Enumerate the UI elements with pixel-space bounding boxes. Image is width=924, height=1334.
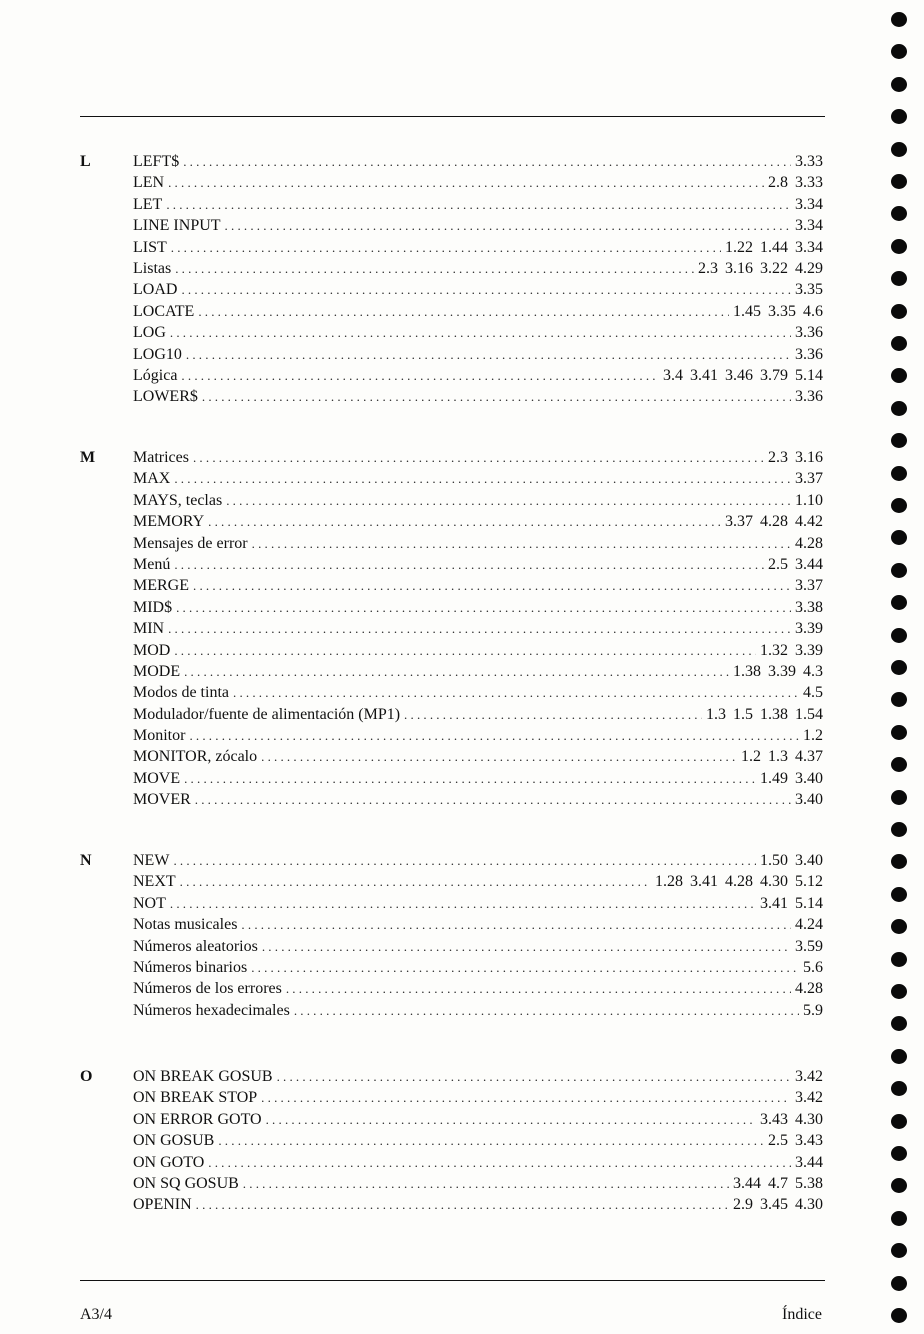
dot-leader: [180, 871, 651, 892]
index-entry: [133, 682, 823, 703]
entry-term: MOD: [133, 641, 171, 659]
index-entry: [133, 237, 823, 258]
binder-hole: [891, 466, 907, 481]
entry-term: ON BREAK GOSUB: [133, 1068, 273, 1085]
binder-hole: [891, 854, 907, 869]
dot-leader: [173, 850, 756, 871]
entry-page-refs: 2.5 3.43: [768, 1132, 823, 1150]
dot-leader: [181, 279, 791, 300]
dot-leader: [286, 978, 791, 999]
binder-hole: [891, 1146, 907, 1161]
entry-term: LOAD: [133, 281, 178, 299]
index-entry: [133, 640, 823, 661]
binder-hole: [891, 1308, 907, 1323]
entry-term: Números binarios: [133, 958, 248, 976]
entry-term: LEN: [133, 174, 165, 192]
entry-page-refs: 4.5: [803, 684, 823, 702]
dot-leader: [198, 301, 729, 322]
entry-list: [133, 850, 823, 1021]
dot-leader: [170, 893, 756, 914]
index-entry: [133, 1152, 823, 1173]
section-letter: L: [80, 153, 91, 170]
entry-term: MID$: [133, 598, 173, 616]
entry-page-refs: 3.35: [795, 281, 823, 299]
binder-hole: [891, 822, 907, 837]
dot-leader: [170, 322, 791, 343]
entry-term: LIST: [133, 238, 167, 256]
entry-term: Números de los errores: [133, 980, 282, 998]
index-entry: [133, 850, 823, 871]
binder-hole: [891, 1243, 907, 1258]
dot-leader: [184, 661, 729, 682]
binder-hole: [891, 1211, 907, 1226]
binder-hole: [891, 1178, 907, 1193]
entry-page-refs: 3.42: [795, 1089, 823, 1107]
entry-term: Modos de tinta: [133, 684, 229, 702]
dot-leader: [202, 386, 791, 407]
entry-term: MOVE: [133, 769, 181, 787]
index-entry: [133, 618, 823, 639]
index-entry: [133, 151, 823, 172]
dot-leader: [266, 1109, 756, 1130]
entry-page-refs: 1.2 1.3 4.37: [741, 748, 823, 766]
entry-page-refs: 3.37: [795, 470, 823, 488]
entry-page-refs: 3.36: [795, 388, 823, 406]
entry-list: [133, 1066, 823, 1216]
entry-page-refs: 3.36: [795, 345, 823, 363]
entry-page-refs: 3.44 4.7 5.38: [733, 1174, 823, 1192]
dot-leader: [225, 215, 791, 236]
entry-term: Notas musicales: [133, 916, 238, 934]
dot-leader: [174, 554, 764, 575]
index-entry: [133, 194, 823, 215]
bottom-rule: [80, 1280, 825, 1281]
index-entry: [133, 1109, 823, 1130]
index-entry: [133, 871, 823, 892]
binder-hole: [891, 109, 907, 124]
dot-leader: [171, 237, 721, 258]
index-entry: [133, 1130, 823, 1151]
dot-leader: [243, 1173, 729, 1194]
dot-leader: [208, 1152, 791, 1173]
index-entry: [133, 978, 823, 999]
entry-page-refs: 4.24: [795, 916, 823, 934]
entry-list: [133, 151, 823, 408]
entry-term: Matrices: [133, 449, 189, 466]
entry-page-refs: 2.9 3.45 4.30: [733, 1196, 823, 1214]
binder-hole: [891, 498, 907, 513]
entry-term: NOT: [133, 894, 166, 912]
dot-leader: [193, 447, 764, 468]
dot-leader: [186, 344, 791, 365]
entry-page-refs: 1.50 3.40: [760, 852, 823, 869]
entry-term: LINE INPUT: [133, 217, 221, 235]
dot-leader: [252, 533, 791, 554]
dot-leader: [262, 936, 791, 957]
entry-page-refs: 3.33: [795, 153, 823, 170]
entry-page-refs: 1.3 1.5 1.38 1.54: [706, 705, 823, 723]
entry-term: MONITOR, zócalo: [133, 748, 258, 766]
entry-page-refs: 3.36: [795, 324, 823, 342]
index-entry: [133, 322, 823, 343]
binder-hole: [891, 725, 907, 740]
entry-term: Números aleatorios: [133, 937, 258, 955]
dot-leader: [404, 704, 702, 725]
entry-page-refs: 3.40: [795, 791, 823, 809]
dot-leader: [168, 172, 764, 193]
entry-page-refs: 1.28 3.41 4.28 4.30 5.12: [655, 873, 823, 891]
entry-term: Mensajes de error: [133, 534, 248, 552]
index-entry: [133, 511, 823, 532]
entry-page-refs: 2.8 3.33: [768, 174, 823, 192]
binder-hole: [891, 952, 907, 967]
entry-page-refs: 1.38 3.39 4.3: [733, 662, 823, 680]
binder-hole: [891, 790, 907, 805]
binder-hole: [891, 368, 907, 383]
entry-term: LOG10: [133, 345, 182, 363]
dot-leader: [196, 1194, 729, 1215]
dot-leader: [251, 957, 799, 978]
index-entry: [133, 1173, 823, 1194]
binder-hole: [891, 304, 907, 319]
entry-term: ON GOSUB: [133, 1132, 215, 1150]
entry-term: LET: [133, 195, 163, 213]
index-entry: [133, 258, 823, 279]
index-entry: [133, 447, 823, 468]
dot-leader: [218, 1130, 764, 1151]
dot-leader: [261, 746, 737, 767]
dot-leader: [277, 1066, 791, 1087]
index-entry: [133, 936, 823, 957]
entry-page-refs: 3.4 3.41 3.46 3.79 5.14: [663, 366, 823, 384]
dot-leader: [166, 194, 791, 215]
index-entry: [133, 957, 823, 978]
index-entry: [133, 704, 823, 725]
index-entry: [133, 914, 823, 935]
top-rule: [80, 116, 825, 117]
index-entry: [133, 365, 823, 386]
entry-page-refs: 1.22 1.44 3.34: [725, 238, 823, 256]
entry-term: MAYS, teclas: [133, 491, 223, 509]
index-entry: [133, 725, 823, 746]
entry-term: Listas: [133, 259, 172, 277]
dot-leader: [189, 725, 799, 746]
section-letter: N: [80, 852, 92, 869]
entry-term: ON SQ GOSUB: [133, 1174, 239, 1192]
binder-hole: [891, 142, 907, 157]
binder-hole: [891, 984, 907, 999]
index-entry: [133, 386, 823, 407]
entry-term: Números hexadecimales: [133, 1001, 290, 1019]
entry-term: Monitor: [133, 727, 186, 745]
entry-page-refs: 4.28: [795, 534, 823, 552]
entry-page-refs: 2.5 3.44: [768, 555, 823, 573]
entry-page-refs: 1.49 3.40: [760, 769, 823, 787]
binder-hole: [891, 1276, 907, 1291]
entry-page-refs: 1.2: [803, 727, 823, 745]
binder-hole: [891, 1114, 907, 1129]
section-letter: M: [80, 449, 96, 466]
entry-page-refs: 3.42: [795, 1068, 823, 1085]
index-entry: [133, 893, 823, 914]
binder-hole: [891, 1016, 907, 1031]
dot-leader: [261, 1087, 791, 1108]
binder-hole: [891, 206, 907, 221]
binder-hole: [891, 1081, 907, 1096]
entry-page-refs: 1.32 3.39: [760, 641, 823, 659]
dot-leader: [226, 490, 791, 511]
entry-term: LEFT$: [133, 153, 180, 170]
index-entry: [133, 490, 823, 511]
index-entry: [133, 1000, 823, 1021]
entry-page-refs: 4.28: [795, 980, 823, 998]
dot-leader: [175, 258, 694, 279]
entry-page-refs: 3.38: [795, 598, 823, 616]
entry-page-refs: 3.44: [795, 1153, 823, 1171]
binder-hole: [891, 660, 907, 675]
index-entry: [133, 533, 823, 554]
entry-page-refs: 5.6: [803, 958, 823, 976]
binder-hole: [891, 433, 907, 448]
entry-page-refs: 3.59: [795, 937, 823, 955]
entry-term: Modulador/fuente de alimentación (MP1): [133, 705, 401, 723]
entry-term: NEXT: [133, 873, 176, 891]
dot-leader: [176, 597, 791, 618]
dot-leader: [181, 365, 659, 386]
binder-hole: [891, 77, 907, 92]
entry-page-refs: 3.39: [795, 620, 823, 638]
entry-term: LOWER$: [133, 388, 198, 406]
dot-leader: [183, 151, 791, 172]
dot-leader: [233, 682, 799, 703]
binder-hole: [891, 919, 907, 934]
dot-leader: [195, 789, 791, 810]
index-entry: [133, 575, 823, 596]
index-entry: [133, 215, 823, 236]
binder-hole: [891, 628, 907, 643]
section-letter: O: [80, 1068, 93, 1085]
entry-term: MOVER: [133, 791, 191, 809]
entry-page-refs: 1.45 3.35 4.6: [733, 302, 823, 320]
index-entry: [133, 768, 823, 789]
binder-holes: [884, 0, 924, 1334]
running-title: Índice: [782, 1306, 822, 1323]
index-entry: [133, 1087, 823, 1108]
entry-term: OPENIN: [133, 1196, 192, 1214]
index-entry: [133, 172, 823, 193]
binder-hole: [891, 887, 907, 902]
entry-page-refs: 3.34: [795, 195, 823, 213]
page-number: A3/4: [80, 1306, 112, 1323]
dot-leader: [193, 575, 791, 596]
dot-leader: [184, 768, 756, 789]
binder-hole: [891, 595, 907, 610]
index-entry: [133, 1066, 823, 1087]
entry-term: LOCATE: [133, 302, 195, 320]
dot-leader: [241, 914, 791, 935]
entry-term: MERGE: [133, 577, 189, 595]
index-entry: [133, 554, 823, 575]
binder-hole: [891, 401, 907, 416]
dot-leader: [294, 1000, 799, 1021]
binder-hole: [891, 692, 907, 707]
binder-hole: [891, 44, 907, 59]
entry-page-refs: 1.10: [795, 491, 823, 509]
index-entry: [133, 344, 823, 365]
index-entry: [133, 789, 823, 810]
entry-page-refs: 3.41 5.14: [760, 894, 823, 912]
entry-list: [133, 447, 823, 811]
entry-page-refs: 3.37 4.28 4.42: [725, 513, 823, 531]
binder-hole: [891, 239, 907, 254]
entry-term: MODE: [133, 662, 181, 680]
entry-term: Menú: [133, 555, 171, 573]
binder-hole: [891, 530, 907, 545]
binder-hole: [891, 271, 907, 286]
entry-page-refs: 3.43 4.30: [760, 1110, 823, 1128]
index-entry: [133, 597, 823, 618]
binder-hole: [891, 336, 907, 351]
binder-hole: [891, 1049, 907, 1064]
entry-term: Lógica: [133, 366, 178, 384]
dot-leader: [208, 511, 721, 532]
index-entry: [133, 279, 823, 300]
index-entry: [133, 301, 823, 322]
entry-page-refs: 2.3 3.16: [768, 449, 823, 466]
index-entry: [133, 661, 823, 682]
entry-term: MEMORY: [133, 513, 205, 531]
entry-page-refs: 3.34: [795, 217, 823, 235]
entry-term: ON GOTO: [133, 1153, 205, 1171]
dot-leader: [174, 468, 791, 489]
entry-term: LOG: [133, 324, 166, 342]
binder-hole: [891, 563, 907, 578]
entry-term: MIN: [133, 620, 165, 638]
binder-hole: [891, 757, 907, 772]
entry-term: ON ERROR GOTO: [133, 1110, 262, 1128]
binder-hole: [891, 12, 907, 27]
index-entry: [133, 746, 823, 767]
dot-leader: [168, 618, 791, 639]
index-entry: [133, 468, 823, 489]
entry-term: MAX: [133, 470, 171, 488]
entry-term: NEW: [133, 852, 170, 869]
entry-page-refs: 5.9: [803, 1001, 823, 1019]
index-entry: [133, 1194, 823, 1215]
dot-leader: [174, 640, 756, 661]
entry-page-refs: 3.37: [795, 577, 823, 595]
binder-hole: [891, 174, 907, 189]
entry-term: ON BREAK STOP: [133, 1089, 258, 1107]
entry-page-refs: 2.3 3.16 3.22 4.29: [698, 259, 823, 277]
